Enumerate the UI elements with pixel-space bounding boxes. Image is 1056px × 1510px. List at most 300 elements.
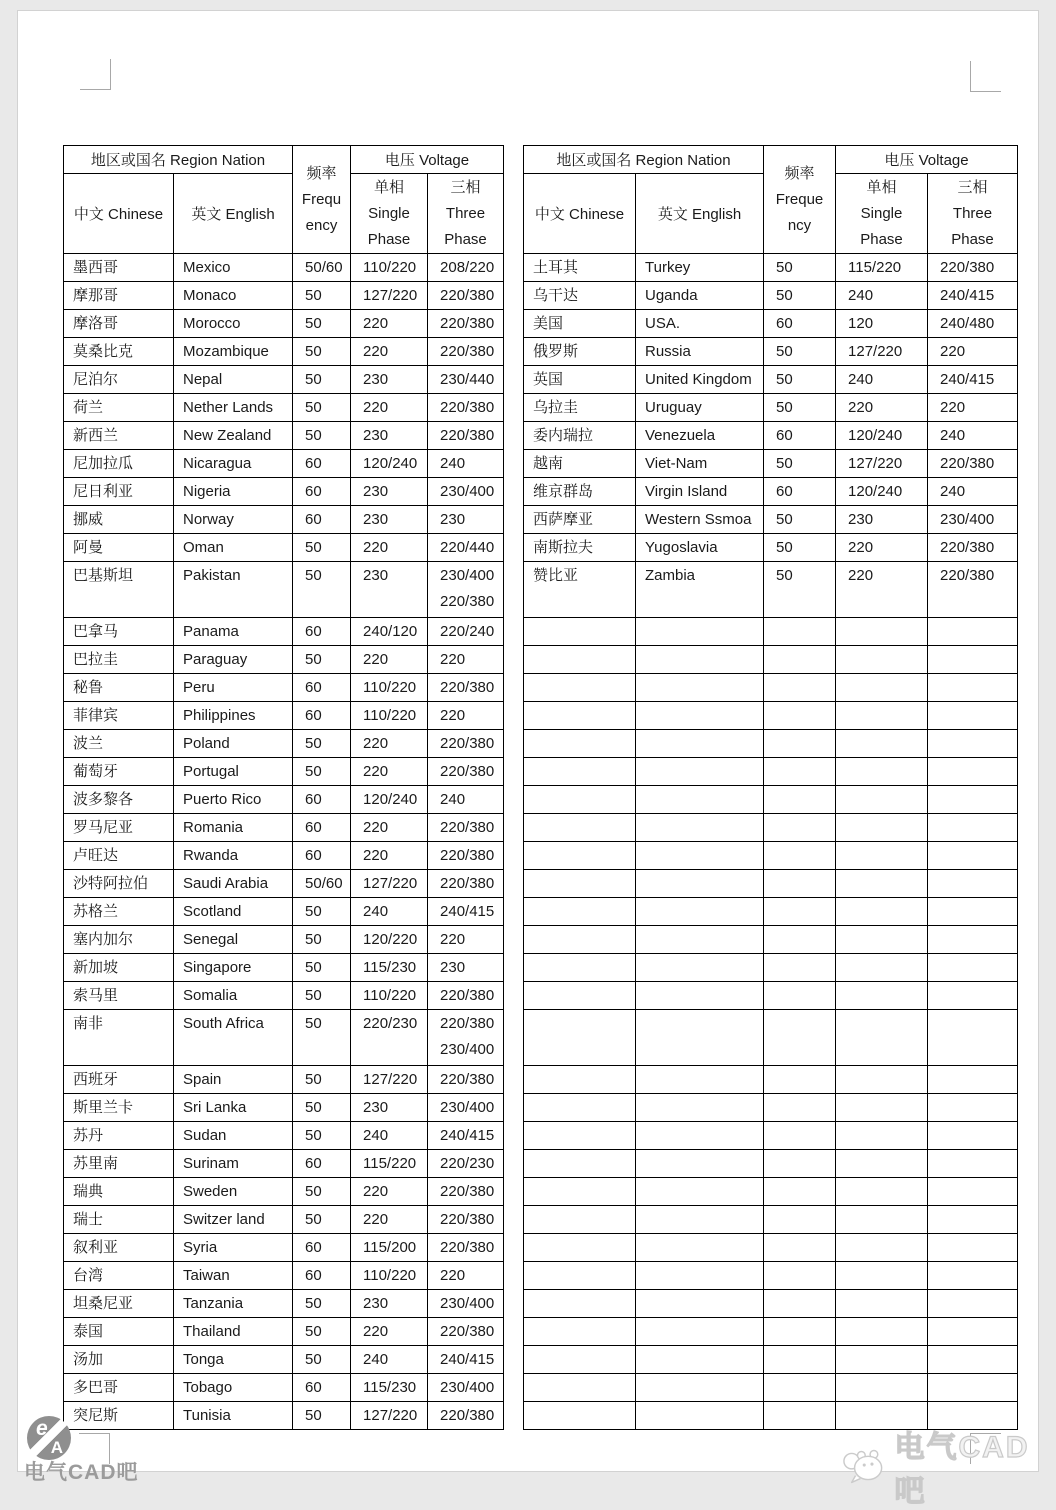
country-cn-cell: [524, 982, 636, 1010]
country-en-cell: [636, 1234, 764, 1262]
single-phase-cell: 220: [351, 534, 428, 562]
frequency-cell: [764, 814, 836, 842]
country-cn-cell: 突尼斯: [64, 1402, 174, 1430]
three-phase-second-value: 220/380: [440, 593, 495, 610]
table-row: [64, 674, 504, 702]
table-row: [524, 1206, 1018, 1234]
three-phase-cell: [928, 1206, 1018, 1234]
three-phase-cell: [928, 898, 1018, 926]
region-nation-header: 地区或国名 Region Nation: [64, 146, 293, 174]
frequency-header-line: ency: [305, 216, 338, 234]
country-en-cell: Turkey: [636, 254, 764, 282]
country-en-cell: Monaco: [174, 282, 293, 310]
single-phase-cell: 240: [836, 366, 928, 394]
three-phase-cell: 240/415: [928, 282, 1018, 310]
country-en-cell: Surinam: [174, 1150, 293, 1178]
three-phase-cell: 230: [428, 954, 504, 982]
three-phase-cell: [928, 870, 1018, 898]
frequency-cell: 60: [293, 842, 351, 870]
table-row: [524, 1122, 1018, 1150]
frequency-cell: 60: [764, 478, 836, 506]
country-en-cell: Puerto Rico: [174, 786, 293, 814]
three-phase-cell: 230/400: [428, 1374, 504, 1402]
frequency-header-line: ncy: [787, 216, 812, 234]
country-en-cell: [636, 814, 764, 842]
single-phase-header-line: Single: [368, 204, 410, 222]
country-cn-cell: 罗马尼亚: [64, 814, 174, 842]
country-en-cell: Venezuela: [636, 422, 764, 450]
country-en-cell: [636, 1206, 764, 1234]
frequency-cell: [764, 1066, 836, 1094]
table-row: [64, 1178, 504, 1206]
frequency-cell: 50: [293, 982, 351, 1010]
table-row: [64, 982, 504, 1010]
frequency-cell: 50: [293, 282, 351, 310]
frequency-cell: [764, 1094, 836, 1122]
table-row: [64, 338, 504, 366]
three-phase-cell: [928, 1122, 1018, 1150]
country-en-cell: [636, 954, 764, 982]
three-phase-cell: 220: [928, 338, 1018, 366]
single-phase-cell: 127/220: [351, 282, 428, 310]
table-row: [64, 1262, 504, 1290]
country-cn-cell: 苏里南: [64, 1150, 174, 1178]
country-en-cell: [636, 1262, 764, 1290]
three-phase-cell: 220/380: [428, 1234, 504, 1262]
single-phase-cell: [836, 1374, 928, 1402]
english-header: 英文 English: [636, 174, 764, 254]
country-en-cell: [636, 1066, 764, 1094]
three-phase-cell: [928, 1066, 1018, 1094]
table-header-row: [64, 146, 504, 174]
table-row: [524, 954, 1018, 982]
frequency-header-line: Freque: [775, 190, 824, 208]
frequency-cell: [764, 646, 836, 674]
country-en-cell: Nepal: [174, 366, 293, 394]
three-phase-cell: 220/380: [928, 254, 1018, 282]
country-cn-cell: [524, 1262, 636, 1290]
country-cn-cell: 沙特阿拉伯: [64, 870, 174, 898]
country-en-cell: Switzer land: [174, 1206, 293, 1234]
three-phase-cell: [928, 1318, 1018, 1346]
three-phase-cell: [928, 1290, 1018, 1318]
table-row: [524, 646, 1018, 674]
country-cn-cell: 维京群岛: [524, 478, 636, 506]
country-en-cell: Zambia: [636, 562, 764, 618]
table-row: [64, 758, 504, 786]
single-phase-cell: [836, 1122, 928, 1150]
three-phase-cell: 220/240: [428, 618, 504, 646]
country-cn-cell: 挪威: [64, 506, 174, 534]
single-phase-cell: [836, 870, 928, 898]
country-cn-cell: 瑞典: [64, 1178, 174, 1206]
table-row: [524, 478, 1018, 506]
country-en-cell: South Africa: [174, 1010, 293, 1066]
single-phase-cell: 220: [351, 310, 428, 338]
frequency-cell: 50: [293, 1402, 351, 1430]
country-en-cell: [636, 926, 764, 954]
country-cn-cell: 赞比亚: [524, 562, 636, 618]
frequency-cell: 60: [293, 1234, 351, 1262]
country-en-cell: USA.: [636, 310, 764, 338]
country-en-cell: Philippines: [174, 702, 293, 730]
frequency-header-line: 频率: [306, 164, 337, 182]
three-phase-cell: 220/440: [428, 534, 504, 562]
frequency-cell: 50: [293, 926, 351, 954]
country-cn-cell: 苏丹: [64, 1122, 174, 1150]
single-phase-cell: 115/230: [351, 1374, 428, 1402]
single-phase-cell: 120/240: [836, 422, 928, 450]
frequency-cell: [764, 674, 836, 702]
country-cn-cell: 尼日利亚: [64, 478, 174, 506]
three-phase-cell: 220/380: [428, 730, 504, 758]
three-phase-second-value: 230/400: [440, 1041, 495, 1058]
table-row: [64, 1234, 504, 1262]
three-phase-cell: 240: [428, 786, 504, 814]
three-phase-cell: 240: [928, 422, 1018, 450]
country-en-cell: Portugal: [174, 758, 293, 786]
country-en-cell: [636, 1010, 764, 1066]
three-phase-cell: [928, 1262, 1018, 1290]
frequency-cell: 60: [293, 450, 351, 478]
table-row: [524, 674, 1018, 702]
country-cn-cell: 巴基斯坦: [64, 562, 174, 618]
single-phase-cell: 230: [351, 1290, 428, 1318]
frequency-cell: 50: [293, 1094, 351, 1122]
three-phase-cell: 230/440: [428, 366, 504, 394]
single-phase-cell: [836, 1150, 928, 1178]
frequency-header-line: 频率: [784, 164, 815, 182]
table-row: [524, 534, 1018, 562]
country-cn-cell: [524, 1094, 636, 1122]
three-phase-cell: 220/380: [428, 814, 504, 842]
three-phase-cell: [928, 1150, 1018, 1178]
single-phase-cell: [836, 982, 928, 1010]
country-cn-cell: 越南: [524, 450, 636, 478]
single-phase-cell: 115/230: [351, 954, 428, 982]
three-phase-cell: 240/415: [428, 1122, 504, 1150]
country-cn-cell: 摩洛哥: [64, 310, 174, 338]
single-phase-cell: 230: [351, 506, 428, 534]
country-cn-cell: 尼泊尔: [64, 366, 174, 394]
logo-letter-top: e: [36, 1417, 48, 1440]
country-cn-cell: 乌干达: [524, 282, 636, 310]
country-cn-cell: 斯里兰卡: [64, 1094, 174, 1122]
three-phase-cell: [928, 1374, 1018, 1402]
three-phase-cell: [928, 1094, 1018, 1122]
country-en-cell: Romania: [174, 814, 293, 842]
table-row: [64, 254, 504, 282]
watermark: [842, 1422, 1056, 1510]
table-row: [64, 702, 504, 730]
country-en-cell: Yugoslavia: [636, 534, 764, 562]
table-header-row: [524, 146, 1018, 174]
three-phase-cell: 240/480: [928, 310, 1018, 338]
country-cn-cell: [524, 1122, 636, 1150]
country-en-cell: [636, 1374, 764, 1402]
frequency-cell: 50: [293, 562, 351, 618]
frequency-cell: 60: [293, 478, 351, 506]
table-row: [64, 926, 504, 954]
three-phase-cell: 230/400: [428, 1290, 504, 1318]
country-cn-cell: [524, 1290, 636, 1318]
three-phase-cell: 220: [428, 926, 504, 954]
single-phase-cell: 240: [351, 1122, 428, 1150]
table-row: [524, 1374, 1018, 1402]
frequency-cell: 50: [764, 450, 836, 478]
three-phase-cell: 220/380: [928, 450, 1018, 478]
frequency-cell: 50: [293, 1290, 351, 1318]
single-phase-header-line: Phase: [860, 230, 903, 248]
country-en-cell: Sudan: [174, 1122, 293, 1150]
country-cn-cell: 多巴哥: [64, 1374, 174, 1402]
three-phase-cell: 220/380: [428, 1402, 504, 1430]
frequency-cell: 60: [293, 814, 351, 842]
frequency-cell: 60: [764, 310, 836, 338]
table-row: [64, 1346, 504, 1374]
country-en-cell: Singapore: [174, 954, 293, 982]
region-nation-header: 地区或国名 Region Nation: [524, 146, 764, 174]
country-en-cell: [636, 786, 764, 814]
frequency-cell: 50: [293, 534, 351, 562]
frequency-cell: 50: [764, 338, 836, 366]
single-phase-cell: 230: [351, 422, 428, 450]
three-phase-cell: 230/400: [428, 478, 504, 506]
english-header: 英文 English: [174, 174, 293, 254]
country-cn-cell: [524, 1178, 636, 1206]
frequency-cell: [764, 926, 836, 954]
frequency-cell: 50/60: [293, 870, 351, 898]
country-cn-cell: 苏格兰: [64, 898, 174, 926]
frequency-cell: 60: [293, 1262, 351, 1290]
country-en-cell: Mexico: [174, 254, 293, 282]
single-phase-cell: 220: [836, 394, 928, 422]
country-cn-cell: [524, 814, 636, 842]
frequency-cell: [764, 1346, 836, 1374]
country-cn-cell: [524, 1206, 636, 1234]
country-en-cell: [636, 982, 764, 1010]
frequency-cell: 50: [293, 898, 351, 926]
frequency-cell: 60: [293, 674, 351, 702]
three-phase-cell: 220: [928, 394, 1018, 422]
country-en-cell: Nicaragua: [174, 450, 293, 478]
frequency-header-line: Frequ: [301, 190, 342, 208]
single-phase-header-line: 单相: [374, 178, 405, 196]
single-phase-cell: 120: [836, 310, 928, 338]
country-en-cell: Uganda: [636, 282, 764, 310]
country-cn-cell: [524, 1318, 636, 1346]
country-cn-cell: [524, 1402, 636, 1430]
single-phase-cell: [836, 1010, 928, 1066]
country-cn-cell: [524, 954, 636, 982]
single-phase-header-line: Phase: [367, 230, 411, 248]
country-en-cell: Saudi Arabia: [174, 870, 293, 898]
frequency-cell: 60: [293, 702, 351, 730]
country-cn-cell: 巴拉圭: [64, 646, 174, 674]
table-row: [64, 954, 504, 982]
three-phase-cell: 220/380: [428, 338, 504, 366]
frequency-cell: 50: [293, 1346, 351, 1374]
three-phase-header-line: 三相: [957, 178, 988, 196]
country-en-cell: [636, 1318, 764, 1346]
table-subheader-row: [64, 174, 504, 254]
three-phase-cell: 220/380: [428, 674, 504, 702]
single-phase-cell: [836, 954, 928, 982]
frequency-cell: 50: [293, 1318, 351, 1346]
table-row: [524, 702, 1018, 730]
country-cn-cell: [524, 1234, 636, 1262]
single-phase-cell: 127/220: [351, 1402, 428, 1430]
table-row: [64, 366, 504, 394]
frequency-cell: 60: [764, 422, 836, 450]
table-row: [524, 282, 1018, 310]
country-en-cell: Morocco: [174, 310, 293, 338]
table-row: [524, 786, 1018, 814]
country-cn-cell: [524, 758, 636, 786]
country-cn-cell: [524, 1066, 636, 1094]
three-phase-cell: 240: [428, 450, 504, 478]
table-row: [524, 730, 1018, 758]
country-cn-cell: 西萨摩亚: [524, 506, 636, 534]
single-phase-cell: [836, 758, 928, 786]
watermark-label: 电气CAD吧: [894, 1431, 1030, 1508]
frequency-cell: 50: [293, 310, 351, 338]
frequency-cell: 50: [764, 562, 836, 618]
country-en-cell: Thailand: [174, 1318, 293, 1346]
country-cn-cell: 委内瑞拉: [524, 422, 636, 450]
country-cn-cell: 南斯拉夫: [524, 534, 636, 562]
frequency-cell: 50: [764, 366, 836, 394]
three-phase-cell: 220/380: [428, 1206, 504, 1234]
three-phase-header-line: Three: [952, 204, 993, 222]
table-row: [64, 1010, 504, 1066]
single-phase-header-line: 单相: [866, 178, 897, 196]
single-phase-cell: 115/200: [351, 1234, 428, 1262]
country-en-cell: Sri Lanka: [174, 1094, 293, 1122]
country-en-cell: [636, 1122, 764, 1150]
three-phase-cell: 220/380: [428, 282, 504, 310]
country-cn-cell: 尼加拉瓜: [64, 450, 174, 478]
single-phase-cell: 127/220: [836, 338, 928, 366]
table-row: [524, 1346, 1018, 1374]
three-phase-cell: 220/380 230/400: [428, 1010, 504, 1066]
table-row: [64, 898, 504, 926]
country-cn-cell: 新加坡: [64, 954, 174, 982]
table-row: [524, 1178, 1018, 1206]
frequency-cell: [764, 1374, 836, 1402]
single-phase-cell: 110/220: [351, 674, 428, 702]
table-row: [524, 618, 1018, 646]
country-en-cell: Oman: [174, 534, 293, 562]
three-phase-header: [428, 174, 504, 254]
three-phase-cell: 230: [428, 506, 504, 534]
country-en-cell: [636, 870, 764, 898]
frequency-cell: 50: [293, 758, 351, 786]
frequency-cell: [764, 842, 836, 870]
country-en-cell: Sweden: [174, 1178, 293, 1206]
three-phase-cell: 220/380: [428, 758, 504, 786]
country-en-cell: [636, 1094, 764, 1122]
country-cn-cell: 乌拉圭: [524, 394, 636, 422]
three-phase-cell: 230/400 220/380: [428, 562, 504, 618]
single-phase-cell: 110/220: [351, 982, 428, 1010]
single-phase-header-line: Single: [860, 204, 903, 222]
table-row: [524, 870, 1018, 898]
single-phase-cell: 220: [351, 730, 428, 758]
frequency-cell: [764, 1010, 836, 1066]
table-row: [64, 1290, 504, 1318]
country-cn-cell: [524, 870, 636, 898]
table-row: [64, 786, 504, 814]
table-row: [64, 1066, 504, 1094]
single-phase-cell: 110/220: [351, 702, 428, 730]
table-row: [524, 422, 1018, 450]
frequency-cell: [764, 1206, 836, 1234]
country-cn-cell: 英国: [524, 366, 636, 394]
frequency-cell: [764, 1290, 836, 1318]
three-phase-cell: [928, 842, 1018, 870]
three-phase-cell: [928, 954, 1018, 982]
single-phase-cell: 120/240: [351, 786, 428, 814]
country-en-cell: Poland: [174, 730, 293, 758]
country-cn-cell: [524, 1374, 636, 1402]
single-phase-cell: 220: [351, 1206, 428, 1234]
three-phase-cell: 208/220: [428, 254, 504, 282]
single-phase-cell: [836, 646, 928, 674]
three-phase-cell: 230/400: [428, 1094, 504, 1122]
table-row: [64, 870, 504, 898]
single-phase-cell: 110/220: [351, 254, 428, 282]
single-phase-cell: [836, 1206, 928, 1234]
table-row: [524, 1318, 1018, 1346]
three-phase-cell: [928, 1010, 1018, 1066]
frequency-cell: 50: [293, 338, 351, 366]
frequency-cell: [764, 982, 836, 1010]
country-cn-cell: 叙利亚: [64, 1234, 174, 1262]
country-en-cell: [636, 1346, 764, 1374]
country-cn-cell: [524, 842, 636, 870]
table-row: [64, 562, 504, 618]
table-row: [524, 1262, 1018, 1290]
country-en-cell: [636, 1150, 764, 1178]
country-cn-cell: 坦桑尼亚: [64, 1290, 174, 1318]
country-en-cell: [636, 1402, 764, 1430]
single-phase-cell: [836, 926, 928, 954]
frequency-cell: [764, 730, 836, 758]
frequency-cell: 50: [293, 1066, 351, 1094]
three-phase-header-line: Three: [445, 204, 486, 222]
three-phase-cell: [928, 814, 1018, 842]
table-row: [524, 254, 1018, 282]
single-phase-cell: 120/220: [351, 926, 428, 954]
three-phase-cell: 220/380: [428, 1178, 504, 1206]
country-en-cell: Rwanda: [174, 842, 293, 870]
single-phase-cell: 127/220: [836, 450, 928, 478]
three-phase-cell: 240/415: [928, 366, 1018, 394]
country-en-cell: United Kingdom: [636, 366, 764, 394]
ecad-logo-icon: [27, 1416, 71, 1460]
country-cn-cell: [524, 730, 636, 758]
frequency-cell: 60: [293, 618, 351, 646]
panda-chat-icon: [842, 1446, 886, 1486]
table-row: [524, 1094, 1018, 1122]
country-en-cell: Scotland: [174, 898, 293, 926]
three-phase-cell: [928, 982, 1018, 1010]
country-cn-cell: 新西兰: [64, 422, 174, 450]
frequency-cell: 50: [293, 954, 351, 982]
three-phase-cell: [928, 618, 1018, 646]
ecad-logo-label: 电气CAD吧: [24, 1461, 139, 1484]
